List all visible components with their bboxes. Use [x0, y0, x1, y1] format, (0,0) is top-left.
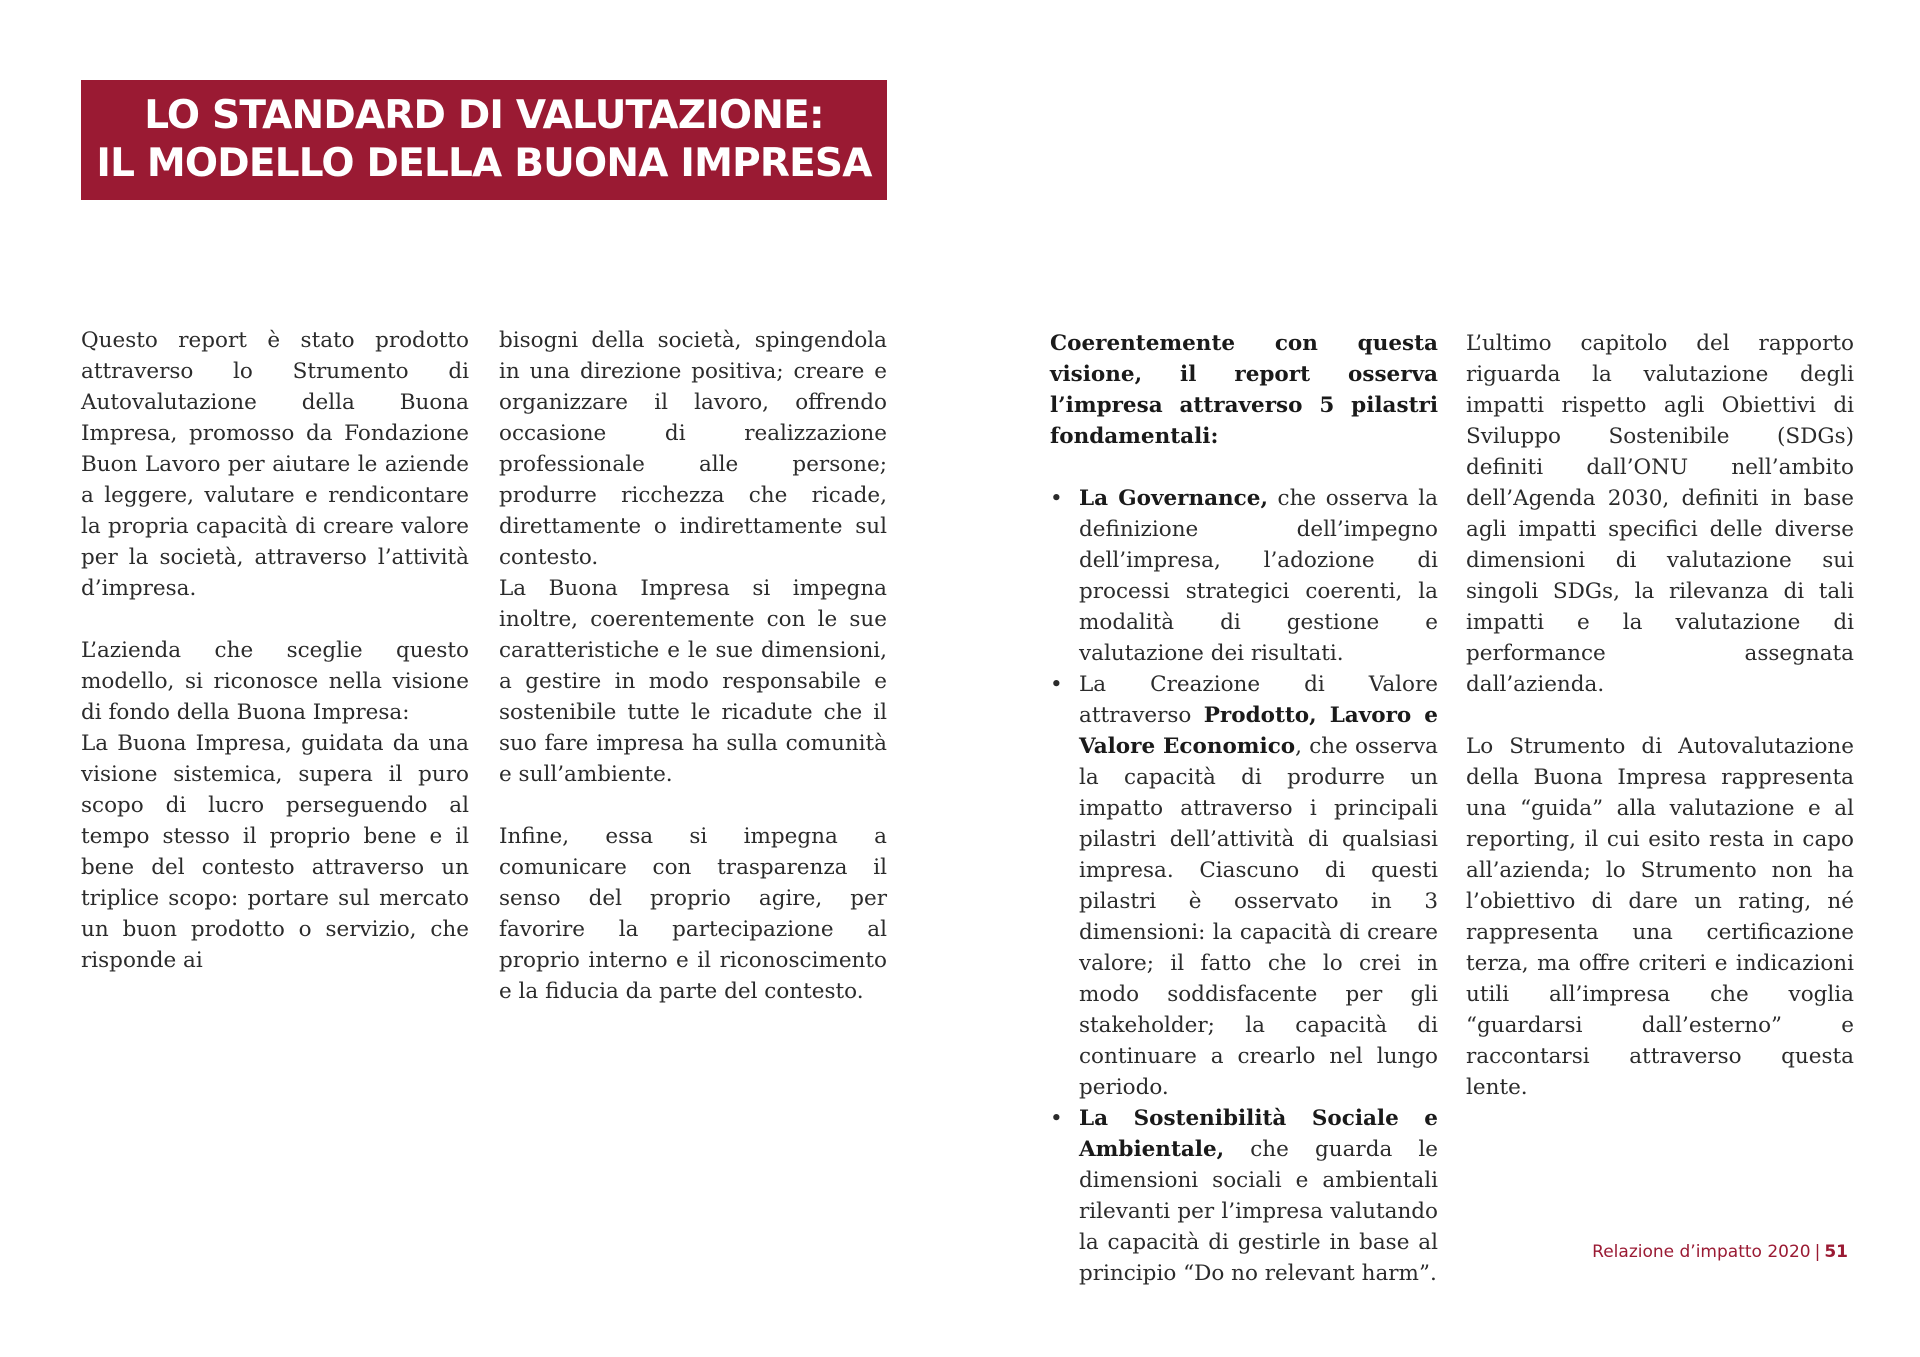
- text-column-1: [81, 325, 469, 976]
- pillar-prefix: La Creazione di Valore attraverso: [1079, 672, 1438, 728]
- paragraph: Questo report è stato prodotto attraverso lo Strumento di Autovalutazione della Buona Impresa, promosso da Fondazione Buon Lavoro per aiutare le aziende a leggere, valutare e rendicontare la propria capacità di creare valore per la società, attraverso l’attività d’impresa.: [81, 328, 469, 601]
- pillars-list: [1050, 483, 1438, 1289]
- pillar-description: che osserva la definizione dell’impegno dell’impresa, l’adozione di processi strategici coerenti, la modalità di gestione e valutazione dei risultati.: [1079, 486, 1438, 666]
- text-column-3: [1050, 328, 1438, 1289]
- text-column-2: [499, 325, 887, 1007]
- paragraph: La Buona Impresa si impegna inoltre, coerentemente con le sue caratteristiche e le sue dimensioni, a gestire in modo responsabile e sostenibile tutte le ricadute che il suo fare impresa ha sulla comunità e sull’ambiente.: [499, 576, 887, 787]
- pillar-title: Prodotto, Lavoro e Valore Economico: [1079, 703, 1438, 759]
- footer-label: Relazione d’impatto 2020: [1592, 1242, 1811, 1262]
- bullet-icon: •: [1050, 1106, 1063, 1131]
- paragraph: bisogni della società, spingendola in una direzione positiva; creare e organizzare il lavoro, offrendo occasione di realizzazione professionale alle persone; produrre ricchezza che ricade, direttamente o indirettamente sul contesto.: [499, 328, 887, 570]
- pillar-title: La Sostenibilità Sociale e Ambientale,: [1079, 1106, 1438, 1162]
- title-line-2: IL MODELLO DELLA BUONA IMPRESA: [96, 141, 872, 186]
- pillar-description: che guarda le dimensioni sociali e ambientali rilevanti per l’impresa valutando la capacità di gestirle in base al principio “Do no relevant harm”.: [1079, 1137, 1438, 1286]
- bullet-icon: •: [1050, 672, 1063, 697]
- title-banner: [81, 80, 887, 200]
- pillar-title: La Governance,: [1079, 486, 1268, 511]
- pillar-description: , che osserva la capacità di produrre un impatto attraverso i principali pilastri dell’attività di qualsiasi impresa. Ciascuno di questi pilastri è osservato in 3 dimensioni: la capacità di creare valore; il fatto che lo crei in modo soddisfacente per gli stakeholder; la capacità di continuare a crearlo nel lungo periodo.: [1079, 734, 1438, 1100]
- pillars-intro: [1050, 328, 1438, 452]
- page-number: 51: [1824, 1242, 1848, 1262]
- paragraph: L’ultimo capitolo del rapporto riguarda la valutazione degli impatti rispetto agli Obiettivi di Sviluppo Sostenibile (SDGs) definiti dall’ONU nell’ambito dell’Agenda 2030, definiti in base agli impatti specifici delle diverse dimensioni di valutazione sui singoli SDGs, la rilevanza di tali impatti e la valutazione di performance assegnata dall’azienda.: [1466, 331, 1854, 697]
- pillars-intro-text: Coerentemente con questa visione, il report osserva l’impresa attraverso 5 pilastri fondamentali:: [1050, 331, 1438, 449]
- paragraph: Lo Strumento di Autovalutazione della Buona Impresa rappresenta una “guida” alla valutazione e al reporting, il cui esito resta in capo all’azienda; lo Strumento non ha l’obiettivo di dare un rating, né rappresenta una certificazione terza, ma offre criteri e indicazioni utili all’impresa che voglia “guardarsi dall’esterno” e raccontarsi attraverso questa lente.: [1466, 734, 1854, 1100]
- footer-separator: |: [1814, 1242, 1821, 1262]
- paragraph: Infine, essa si impegna a comunicare con trasparenza il senso del proprio agire, per favorire la partecipazione al proprio interno e il riconoscimento e la fiducia da parte del contesto.: [499, 824, 887, 1004]
- paragraph: La Buona Impresa, guidata da una visione sistemica, supera il puro scopo di lucro perseguendo al tempo stesso il proprio bene e il bene del contesto attraverso un triplice scopo: portare sul mercato un buon prodotto o servizio, che risponde ai: [81, 731, 469, 973]
- list-item: [1050, 1103, 1438, 1289]
- title-line-1: LO STANDARD DI VALUTAZIONE:: [144, 93, 824, 138]
- page-footer: [1592, 1242, 1848, 1262]
- list-item: [1050, 483, 1438, 669]
- text-column-4: [1466, 328, 1854, 1103]
- bullet-icon: •: [1050, 486, 1063, 511]
- paragraph: L’azienda che sceglie questo modello, si riconosce nella visione di fondo della Buona Impresa:: [81, 638, 469, 725]
- list-item: [1050, 669, 1438, 1103]
